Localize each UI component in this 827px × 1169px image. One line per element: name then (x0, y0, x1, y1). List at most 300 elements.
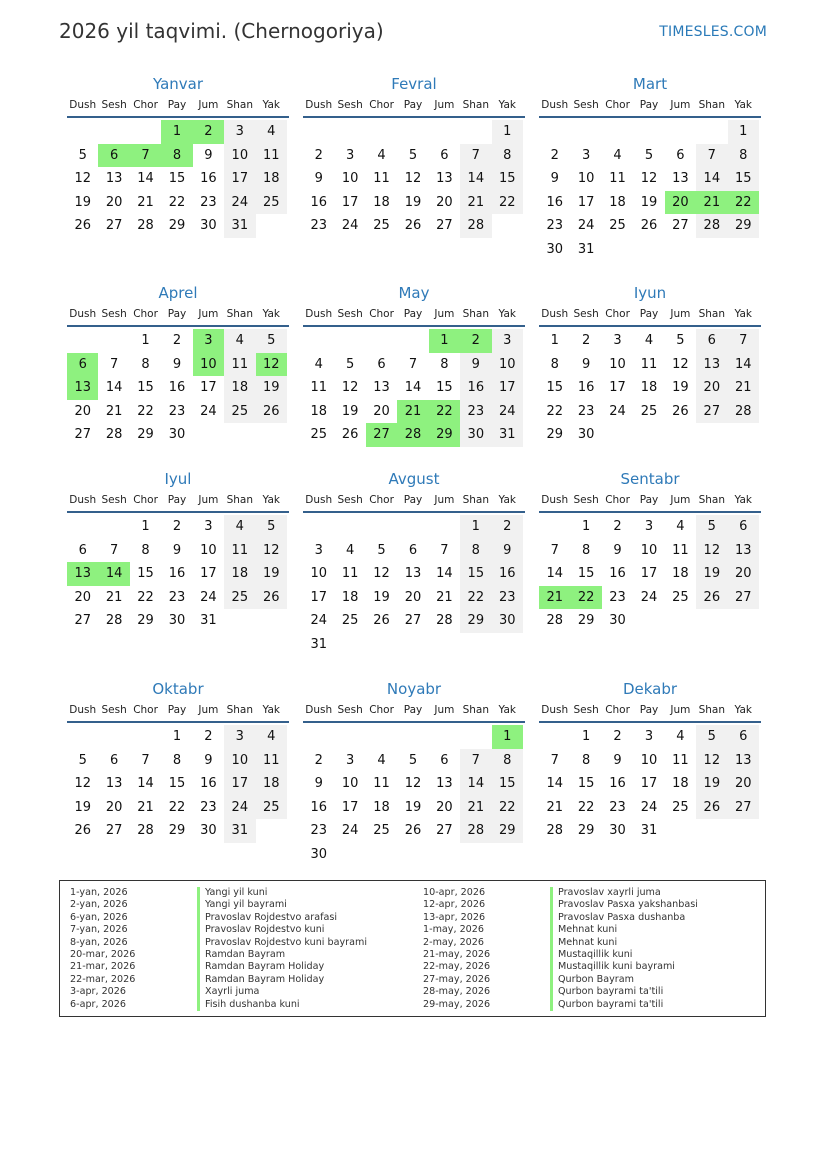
holiday-day-cell: 29 (429, 423, 460, 447)
day-cell: 29 (168, 823, 186, 839)
holiday-day-cell: 3 (193, 329, 224, 353)
weekday-label: Chor (369, 308, 394, 320)
weekday-label: Sesh (101, 704, 127, 716)
holiday-day-cell: 14 (98, 562, 129, 586)
day-cell: 20 (74, 403, 91, 419)
weekday-label: Dush (69, 99, 97, 111)
day-cell: 1 (550, 333, 559, 348)
day-cell: 28 (105, 427, 123, 443)
day-cell: 27 (74, 613, 91, 629)
day-cell: 24 (577, 218, 595, 234)
day-cell: 24 (200, 589, 217, 605)
day-cell: 19 (696, 772, 727, 796)
day-cell: 31 (640, 823, 658, 839)
legend-row (423, 899, 698, 911)
day-cell: 26 (256, 586, 287, 610)
day-cell: 12 (404, 776, 422, 792)
day-cell: 9 (172, 356, 182, 372)
month-iyun (539, 281, 761, 447)
empty-cell (67, 329, 98, 353)
weekday-header (67, 701, 289, 723)
day-cell: 12 (640, 171, 658, 187)
weekday-label: Shan (226, 494, 254, 506)
day-cell: 25 (224, 586, 255, 610)
month-dekabr (539, 677, 761, 843)
day-cell: 19 (404, 194, 422, 210)
day-cell: 26 (373, 613, 390, 629)
day-cell: 22 (168, 799, 186, 815)
day-cell: 14 (696, 167, 727, 191)
day-cell: 16 (168, 380, 186, 396)
legend-holiday-name: Ramdan Bayram Holiday (197, 961, 324, 973)
weekday-label: Dush (305, 494, 333, 506)
day-cell: 21 (137, 799, 154, 815)
day-cell: 28 (546, 823, 563, 839)
day-cell: 29 (492, 819, 523, 843)
legend-row (423, 949, 698, 961)
day-cell: 7 (408, 356, 418, 372)
empty-cell (429, 725, 460, 749)
legend-column-right (423, 887, 698, 1011)
empty-cell (397, 725, 428, 749)
day-cell: 10 (341, 776, 359, 792)
day-cell: 4 (676, 729, 685, 744)
day-cell: 23 (168, 403, 186, 419)
weekday-label: Sesh (101, 494, 127, 506)
day-cell: 1 (141, 333, 150, 348)
day-cell: 15 (137, 380, 154, 396)
empty-cell (665, 120, 696, 144)
day-cell: 20 (105, 194, 123, 210)
legend-holiday-name: Pravoslav Rojdestvo arafasi (197, 912, 337, 924)
weekday-label: Yak (734, 704, 752, 716)
day-cell: 11 (609, 171, 626, 187)
day-cell: 23 (200, 799, 217, 815)
day-cell: 25 (672, 589, 689, 605)
weekday-header (67, 96, 289, 118)
month-title: Fevral (391, 75, 437, 93)
day-cell: 27 (436, 823, 453, 839)
day-cell: 20 (696, 376, 727, 400)
day-cell: 4 (224, 515, 255, 539)
day-cell: 14 (546, 776, 563, 792)
empty-cell (98, 725, 129, 749)
day-cell: 6 (728, 725, 759, 749)
legend-holiday-name: Pravoslav xayrli juma (550, 887, 661, 899)
empty-cell (602, 120, 633, 144)
day-cell: 13 (696, 353, 727, 377)
day-cell: 21 (728, 376, 759, 400)
day-cell: 16 (609, 776, 626, 792)
weekday-label: Jum (434, 308, 455, 320)
day-cell: 13 (436, 776, 453, 792)
day-cell: 5 (377, 542, 386, 558)
day-cell: 25 (373, 218, 390, 234)
legend-row (423, 974, 698, 986)
day-cell: 8 (440, 356, 449, 372)
weekday-label: Sesh (101, 99, 127, 111)
day-cell: 15 (436, 380, 453, 396)
day-cell: 12 (696, 749, 727, 773)
brand-link[interactable]: TIMESLES.COM (659, 24, 767, 40)
day-cell: 15 (168, 171, 186, 187)
day-cell: 31 (224, 214, 255, 238)
legend-holiday-name: Pravoslav Rojdestvo kuni bayrami (197, 937, 367, 949)
weekday-label: Jum (670, 494, 691, 506)
day-cell: 11 (672, 752, 689, 768)
legend-row (70, 887, 367, 899)
month-iyul (67, 467, 289, 633)
day-cell: 29 (728, 214, 759, 238)
weekday-header (539, 96, 761, 118)
day-cell: 16 (577, 380, 595, 396)
day-cell: 5 (676, 333, 685, 348)
day-cell: 26 (404, 218, 422, 234)
day-grid (67, 120, 289, 238)
month-title: Mart (632, 75, 668, 93)
day-cell: 1 (581, 729, 591, 744)
month-title: Aprel (158, 284, 198, 302)
holiday-day-cell: 13 (67, 562, 98, 586)
legend-holiday-name: Fisih dushanba kuni (197, 999, 300, 1011)
day-cell: 28 (460, 819, 491, 843)
day-grid (539, 515, 761, 633)
day-cell: 6 (696, 329, 727, 353)
day-cell: 7 (440, 542, 449, 558)
day-cell: 21 (137, 194, 154, 210)
day-cell: 14 (404, 380, 422, 396)
day-cell: 9 (204, 752, 213, 768)
day-cell: 28 (137, 218, 154, 234)
legend-row (70, 961, 367, 973)
weekday-header (303, 96, 525, 118)
weekday-label: Shan (462, 308, 490, 320)
day-grid (303, 120, 525, 238)
day-cell: 20 (436, 799, 453, 815)
day-cell: 10 (577, 171, 595, 187)
day-cell: 4 (314, 356, 323, 372)
legend-holiday-name: Qurbon bayrami ta'tili (550, 986, 663, 998)
weekday-label: Pay (639, 308, 659, 320)
day-cell: 13 (373, 380, 390, 396)
day-cell: 31 (224, 819, 255, 843)
day-cell: 25 (672, 799, 689, 815)
day-cell: 1 (460, 515, 491, 539)
day-cell: 11 (256, 749, 287, 773)
weekday-label: Dush (541, 494, 569, 506)
holiday-day-cell: 13 (67, 376, 98, 400)
day-cell: 23 (609, 589, 626, 605)
day-cell: 4 (613, 147, 622, 163)
weekday-label: Chor (369, 99, 394, 111)
weekday-label: Pay (403, 494, 423, 506)
empty-cell (460, 725, 491, 749)
day-cell: 11 (341, 566, 359, 582)
day-cell: 23 (577, 403, 595, 419)
day-cell: 18 (609, 194, 626, 210)
day-cell: 2 (492, 515, 523, 539)
day-cell: 4 (256, 120, 287, 144)
day-cell: 18 (224, 376, 255, 400)
day-cell: 20 (728, 772, 759, 796)
day-cell: 23 (200, 194, 217, 210)
empty-cell (98, 329, 129, 353)
legend-date: 20-mar, 2026 (70, 948, 136, 960)
day-cell: 27 (74, 427, 91, 443)
day-cell: 14 (460, 772, 491, 796)
day-cell: 8 (581, 752, 591, 768)
day-cell: 17 (640, 566, 658, 582)
day-cell: 13 (672, 171, 689, 187)
day-cell: 5 (408, 147, 418, 163)
day-cell: 16 (460, 376, 491, 400)
day-cell: 29 (460, 609, 491, 633)
day-cell: 26 (696, 586, 727, 610)
day-cell: 4 (224, 329, 255, 353)
month-title: Iyun (633, 284, 667, 302)
empty-cell (98, 515, 129, 539)
holiday-day-cell: 8 (161, 144, 192, 168)
legend-holiday-name: Ramdan Bayram Holiday (197, 974, 324, 986)
day-grid (67, 515, 289, 633)
day-cell: 31 (200, 613, 217, 629)
legend-date: 2-may, 2026 (423, 936, 484, 948)
weekday-label: Pay (167, 99, 187, 111)
day-cell: 20 (436, 194, 453, 210)
day-cell: 29 (577, 613, 595, 629)
day-cell: 2 (550, 147, 559, 163)
day-cell: 17 (577, 194, 595, 210)
day-cell: 22 (577, 799, 595, 815)
day-cell: 21 (105, 403, 123, 419)
empty-cell (696, 120, 727, 144)
day-cell: 25 (341, 613, 359, 629)
day-cell: 25 (256, 796, 287, 820)
empty-cell (67, 120, 98, 144)
legend-date: 1-yan, 2026 (70, 887, 128, 898)
legend-date: 29-may, 2026 (423, 998, 491, 1010)
day-cell: 24 (310, 613, 327, 629)
empty-cell (303, 120, 334, 144)
day-cell: 3 (644, 519, 654, 534)
day-cell: 4 (644, 333, 654, 348)
weekday-label: Shan (462, 99, 490, 111)
day-cell: 7 (109, 356, 119, 372)
day-cell: 25 (609, 218, 626, 234)
day-cell: 5 (408, 752, 418, 768)
empty-cell (130, 120, 161, 144)
weekday-label: Sesh (337, 494, 363, 506)
day-cell: 14 (546, 566, 563, 582)
weekday-label: Dush (541, 704, 569, 716)
day-cell: 22 (168, 194, 186, 210)
weekday-label: Jum (198, 704, 219, 716)
holiday-day-cell: 22 (570, 586, 601, 610)
day-cell: 31 (492, 423, 523, 447)
weekday-label: Yak (498, 494, 516, 506)
empty-cell (366, 120, 397, 144)
day-cell: 30 (577, 427, 595, 443)
day-cell: 3 (345, 147, 355, 163)
holiday-day-cell: 20 (665, 191, 696, 215)
day-cell: 22 (137, 403, 154, 419)
day-cell: 15 (728, 167, 759, 191)
day-cell: 31 (310, 636, 327, 652)
day-cell: 5 (78, 147, 87, 163)
day-cell: 18 (672, 566, 689, 582)
weekday-label: Sesh (573, 308, 599, 320)
day-cell: 28 (696, 214, 727, 238)
day-grid (67, 329, 289, 447)
empty-cell (570, 120, 601, 144)
day-cell: 20 (74, 589, 91, 605)
legend-holiday-name: Qurbon bayrami ta'tili (550, 999, 663, 1011)
legend-date: 3-apr, 2026 (70, 986, 126, 998)
day-cell: 27 (105, 218, 123, 234)
day-cell: 5 (696, 515, 727, 539)
day-cell: 29 (577, 823, 595, 839)
legend-date: 22-may, 2026 (423, 961, 491, 973)
day-cell: 9 (172, 542, 182, 558)
legend-row (423, 924, 698, 936)
legend-date: 21-mar, 2026 (70, 961, 136, 973)
day-cell: 6 (78, 542, 87, 558)
weekday-label: Sesh (573, 494, 599, 506)
weekday-label: Yak (734, 494, 752, 506)
empty-cell (429, 515, 460, 539)
empty-cell (67, 725, 98, 749)
day-cell: 24 (341, 218, 359, 234)
day-cell: 7 (696, 144, 727, 168)
day-cell: 17 (310, 589, 327, 605)
month-sentabr (539, 467, 761, 633)
legend-holiday-name: Pravoslav Pasxa dushanba (550, 912, 685, 924)
legend-row (70, 937, 367, 949)
day-cell: 24 (640, 799, 658, 815)
legend-holiday-name: Mehnat kuni (550, 937, 617, 949)
weekday-label: Jum (198, 494, 219, 506)
empty-cell (366, 725, 397, 749)
day-cell: 27 (696, 400, 727, 424)
day-cell: 30 (200, 823, 217, 839)
day-cell: 4 (345, 542, 355, 558)
day-cell: 17 (609, 380, 626, 396)
day-cell: 7 (460, 749, 491, 773)
weekday-label: Dush (305, 704, 333, 716)
weekday-label: Chor (133, 99, 158, 111)
day-cell: 14 (105, 380, 123, 396)
day-cell: 21 (460, 796, 491, 820)
day-cell: 2 (613, 729, 622, 744)
day-cell: 22 (546, 403, 563, 419)
month-aprel (67, 281, 289, 447)
day-cell: 13 (728, 749, 759, 773)
day-cell: 15 (168, 776, 186, 792)
day-cell: 15 (546, 380, 563, 396)
day-cell: 25 (640, 403, 658, 419)
holiday-legend (59, 880, 766, 1017)
day-cell: 27 (728, 586, 759, 610)
weekday-label: Sesh (337, 99, 363, 111)
legend-date: 8-yan, 2026 (70, 936, 128, 948)
day-cell: 1 (492, 120, 523, 144)
holiday-day-cell: 7 (130, 144, 161, 168)
day-cell: 8 (141, 542, 150, 558)
day-cell: 11 (224, 353, 255, 377)
empty-cell (334, 329, 365, 353)
day-cell: 10 (310, 566, 327, 582)
day-cell: 8 (492, 749, 523, 773)
empty-cell (539, 725, 570, 749)
weekday-label: Sesh (337, 704, 363, 716)
weekday-header (303, 491, 525, 513)
day-cell: 26 (341, 427, 359, 443)
weekday-header (303, 701, 525, 723)
weekday-label: Dush (69, 494, 97, 506)
holiday-day-cell: 28 (397, 423, 428, 447)
day-cell: 3 (613, 333, 622, 348)
holiday-day-cell: 12 (256, 353, 287, 377)
day-cell: 2 (314, 147, 323, 163)
empty-cell (397, 515, 428, 539)
day-cell: 3 (345, 752, 355, 768)
day-cell: 21 (546, 799, 563, 815)
month-title: Yanvar (152, 75, 204, 93)
weekday-label: Shan (462, 494, 490, 506)
day-cell: 23 (168, 589, 186, 605)
day-cell: 24 (224, 191, 255, 215)
weekday-label: Sesh (573, 99, 599, 111)
day-cell: 9 (460, 353, 491, 377)
empty-cell (366, 515, 397, 539)
day-cell: 12 (404, 171, 422, 187)
day-cell: 9 (550, 171, 559, 187)
day-cell: 24 (609, 403, 626, 419)
day-cell: 8 (728, 144, 759, 168)
day-cell: 10 (224, 144, 255, 168)
day-cell: 25 (256, 191, 287, 215)
day-cell: 26 (74, 218, 91, 234)
day-cell: 15 (492, 167, 523, 191)
day-cell: 29 (168, 218, 186, 234)
day-cell: 9 (492, 539, 523, 563)
day-cell: 19 (696, 562, 727, 586)
day-cell: 10 (492, 353, 523, 377)
legend-row (70, 924, 367, 936)
day-grid (303, 515, 525, 657)
day-cell: 5 (256, 329, 287, 353)
day-cell: 3 (492, 329, 523, 353)
month-title: Oktabr (152, 680, 204, 698)
day-cell: 1 (581, 519, 591, 534)
day-cell: 8 (460, 539, 491, 563)
day-cell: 16 (546, 194, 563, 210)
day-cell: 8 (492, 144, 523, 168)
day-cell: 21 (460, 191, 491, 215)
day-cell: 10 (640, 542, 658, 558)
day-cell: 30 (168, 427, 186, 443)
day-cell: 27 (672, 218, 689, 234)
holiday-day-cell: 1 (161, 120, 192, 144)
weekday-header (67, 491, 289, 513)
day-cell: 18 (224, 562, 255, 586)
legend-row (70, 912, 367, 924)
legend-date: 10-apr, 2026 (423, 887, 486, 898)
day-cell: 19 (373, 589, 390, 605)
day-cell: 7 (728, 329, 759, 353)
day-cell: 19 (640, 194, 658, 210)
day-cell: 5 (696, 725, 727, 749)
